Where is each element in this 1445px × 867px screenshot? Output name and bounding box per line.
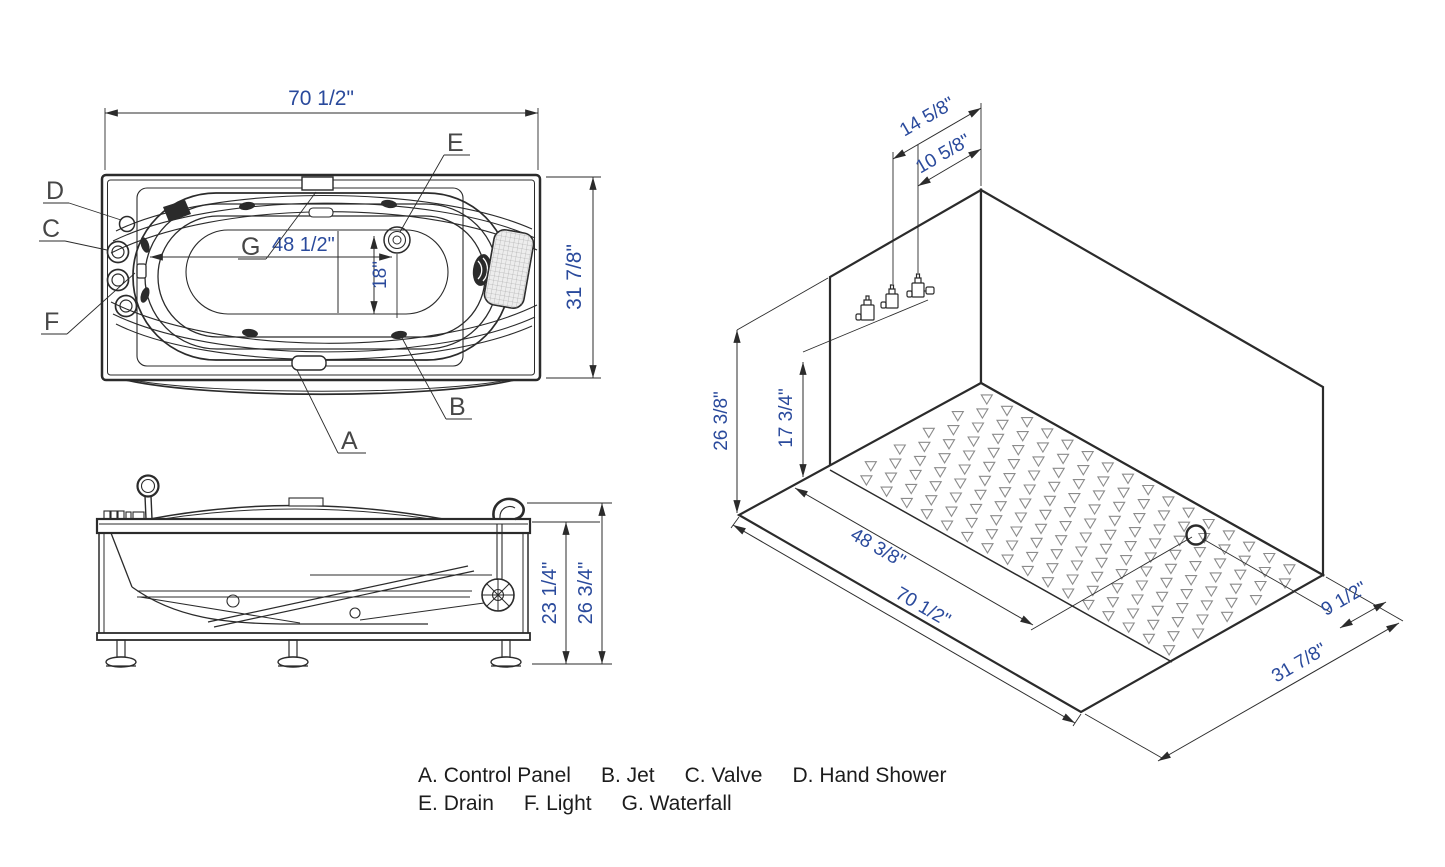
control-panel <box>292 356 326 370</box>
callout-labels <box>39 129 472 455</box>
adjustable-feet <box>106 640 521 667</box>
dim-iso-wall-to-drain: 48 3/8" <box>846 524 909 573</box>
dim-top-offset: 18" <box>370 261 391 289</box>
dim-side-deck-height: 23 1/4" <box>539 561 561 625</box>
top-view <box>39 87 601 455</box>
svg-text:E: E <box>447 129 464 157</box>
underwater-light <box>137 264 146 278</box>
svg-text:F: F <box>44 308 60 336</box>
legend-item-drain: E. Drain <box>418 792 494 815</box>
deck-faucet <box>104 511 144 519</box>
dim-iso-length: 70 1/2" <box>891 583 954 632</box>
dim-iso-drain-to-end: 9 1/2" <box>1317 577 1371 621</box>
svg-text:D: D <box>46 177 65 205</box>
dim-iso-width: 31 7/8" <box>1268 639 1331 688</box>
plumbing-assembly <box>111 524 514 627</box>
headrest-pillow <box>483 228 536 310</box>
dim-top-drain: 48 1/2" <box>272 234 335 256</box>
svg-text:G: G <box>241 233 261 261</box>
legend-item-control-panel: A. Control Panel <box>418 764 571 787</box>
dim-top-length: 70 1/2" <box>288 87 354 110</box>
waterfall-spout <box>302 177 333 190</box>
legend-item-valve: C. Valve <box>684 764 763 787</box>
svg-text:C: C <box>42 215 61 243</box>
deck-band <box>97 519 530 533</box>
dim-iso-wall-height: 26 3/8" <box>711 391 732 451</box>
valves <box>108 242 137 317</box>
dim-iso-valve-height: 17 3/4" <box>776 388 797 448</box>
dim-iso-valve-far: 14 5/8" <box>896 93 959 142</box>
drape-curl <box>493 499 523 519</box>
corner-spout <box>163 200 191 222</box>
svg-text:B: B <box>449 393 466 421</box>
dim-top-width: 31 7/8" <box>563 244 586 310</box>
jets <box>139 199 408 340</box>
basin-rim <box>133 193 510 360</box>
drain <box>384 227 410 253</box>
dim-side-overall-height: 26 3/4" <box>575 561 597 625</box>
legend-row-2 <box>418 790 947 818</box>
legend-item-jet: B. Jet <box>600 764 655 787</box>
legend-item-light: F. Light <box>523 792 592 815</box>
legend-item-waterfall: G. Waterfall <box>621 792 732 815</box>
base-rail <box>97 633 530 640</box>
svg-text:A: A <box>341 427 358 455</box>
side-view <box>97 476 612 668</box>
legend <box>418 762 947 818</box>
dim-iso-valve-near: 10 5/8" <box>912 130 975 179</box>
legend-item-hand-shower: D. Hand Shower <box>792 764 947 787</box>
isometric-view <box>711 93 1403 761</box>
legend-row-1 <box>418 762 947 790</box>
